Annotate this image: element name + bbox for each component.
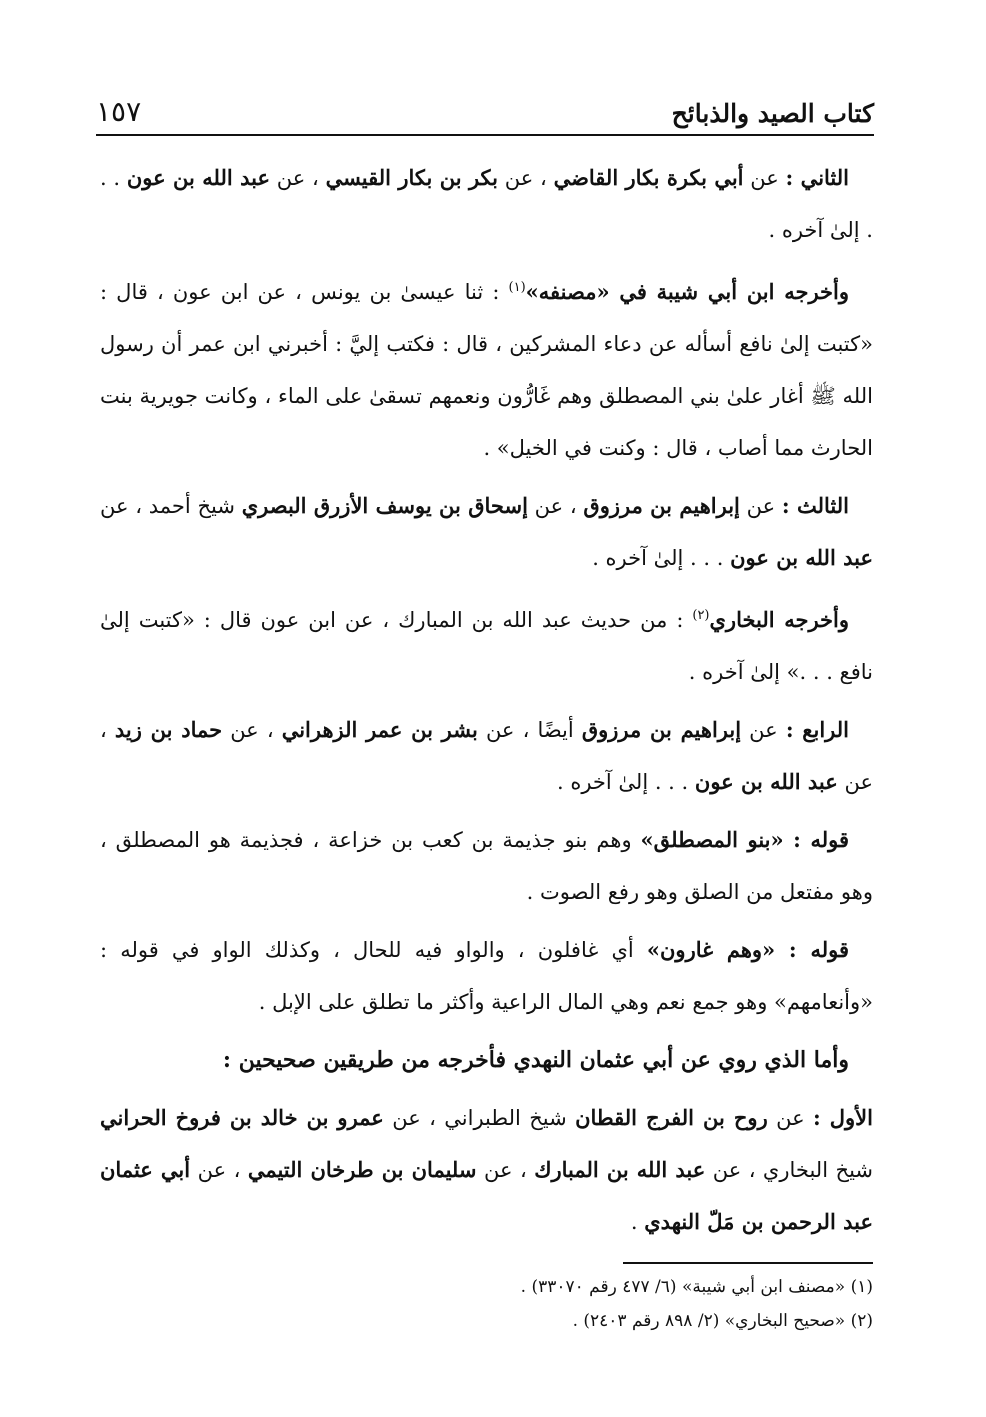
text-run: شيخ الطبراني ، عن [383,1106,576,1130]
narrator-name: عبد الله بن عون [694,769,838,794]
text-run: . . . إلىٰ آخره . [100,166,873,242]
text-run: : من حديث عبد الله بن المبارك ، عن ابن عون قال : «كتبت إلىٰ نافع . . .» إلىٰ آخره . [100,608,873,684]
paragraph-gharun [100,924,873,1028]
text-run: ، عن [222,718,282,742]
paragraph-label: الأول : [813,1105,873,1130]
main-text [100,152,873,1254]
text-run: عن [741,718,786,742]
paragraph-second-route [100,152,873,256]
paragraph-label: وأخرجه البخاري [709,607,849,632]
paragraph-first-route [100,1092,873,1248]
paragraph-label: الرابع : [785,717,849,742]
text-run: أي غافلون ، والواو فيه للحال ، وكذلك الواو في قوله : «وأنعامهم» وهو جمع نعم وهي المال الراعية وأكثر ما تطلق على الإبل . [100,938,873,1014]
page-header [96,88,874,136]
paragraph-label: الثالث : [781,493,849,518]
text-run: . . . إلىٰ آخره . [556,770,695,794]
paragraph-bukhari [100,590,873,698]
paragraph-fourth-route [100,704,873,808]
text-run: شيخ أحمد ، عن [100,494,242,518]
narrator-name: إبراهيم بن مرزوق [581,717,742,742]
narrator-name: بشر بن عمر الزهراني [281,717,478,742]
footnote-marker: (١) [508,280,526,295]
narrator-name: عبد الله بن عون [126,165,270,190]
narrator-name: أبي عثمان عبد الرحمن بن مَلّ النهدي [100,1157,873,1234]
narrator-name: أبي بكرة بكار القاضي [553,165,744,190]
text-run: : ثنا عيسىٰ بن يونس ، عن ابن عون ، قال : «كتبت إلىٰ نافع أسأله عن دعاء المشركين ، قال : فكتب إليَّ : أخبرني ابن عمر أن رسول الله ﷺ أغار علىٰ بني المصطلق وهم غَارُّون ونعمهم تسقىٰ على الماء ، وكانت جويرية بنت الحارث مما أصاب ، قال : وكنت في الخيل» . [100,280,873,460]
narrator-name: إبراهيم بن مرزوق [583,493,740,518]
text-run: ، عن [476,1158,535,1182]
footnote-1: (١) «مصنف ابن أبي شيبة» (٦/ ٤٧٧ رقم ٣٣٠٧٠) . [520,1277,873,1297]
narrator-name: حماد بن زيد [114,717,223,742]
text-run: وهم بنو جذيمة بن كعب بن خزاعة ، فجذيمة هو المصطلق ، وهو مفتعل من الصلق وهو رفع الصوت . [100,828,873,904]
text-run: ، عن [270,166,326,190]
narrator-name: عبد الله بن المبارك [534,1157,706,1182]
footnote-marker: (٢) [692,608,710,623]
text-run: ، عن [527,494,584,518]
text-run: ، عن [498,166,554,190]
text-run: ، عن [100,718,873,794]
footnotes [100,1262,873,1338]
paragraph-label: قوله : «بنو المصطلق» [640,827,849,852]
running-title: كتاب الصيد والذبائح [671,99,874,128]
paragraph-label: الثاني : [785,165,850,190]
text-run: أيضًا ، عن [477,718,582,742]
narrator-name: عبد الله بن عون [730,545,873,570]
narrator-name: عمرو بن خالد بن فروخ الحراني [100,1105,384,1130]
section-heading: وأما الذي روي عن أبي عثمان النهدي فأخرجه من طريقين صحيحين : [222,1047,849,1073]
text-run: عن [743,166,786,190]
narrator-name: إسحاق بن يوسف الأزرق البصري [241,493,528,518]
text-run: عن [767,1106,813,1130]
footnote-divider [623,1262,873,1264]
text-run: شيخ البخاري ، عن [705,1158,873,1182]
paragraph-label: قوله : «وهم غارون» [646,937,849,962]
page-number: ١٥٧ [96,95,142,128]
paragraph-label: وأخرجه ابن أبي شيبة في «مصنفه» [525,279,850,304]
paragraph-ibn-abi-shaybah [100,262,873,474]
narrator-name: روح بن الفرج القطان [575,1105,768,1130]
paragraph-bani-mustaliq [100,814,873,918]
text-run: عن [739,494,782,518]
text-run: ، عن [190,1158,248,1182]
footnote-2: (٢) «صحيح البخاري» (٢/ ٨٩٨ رقم ٢٤٠٣) . [572,1311,873,1331]
narrator-name: بكر بن بكار القيسي [325,165,498,190]
narrator-name: سليمان بن طرخان التيمي [247,1157,477,1182]
paragraph-third-route [100,480,873,584]
text-run: . . . إلىٰ آخره . [592,546,731,570]
text-run: . [630,1210,645,1234]
